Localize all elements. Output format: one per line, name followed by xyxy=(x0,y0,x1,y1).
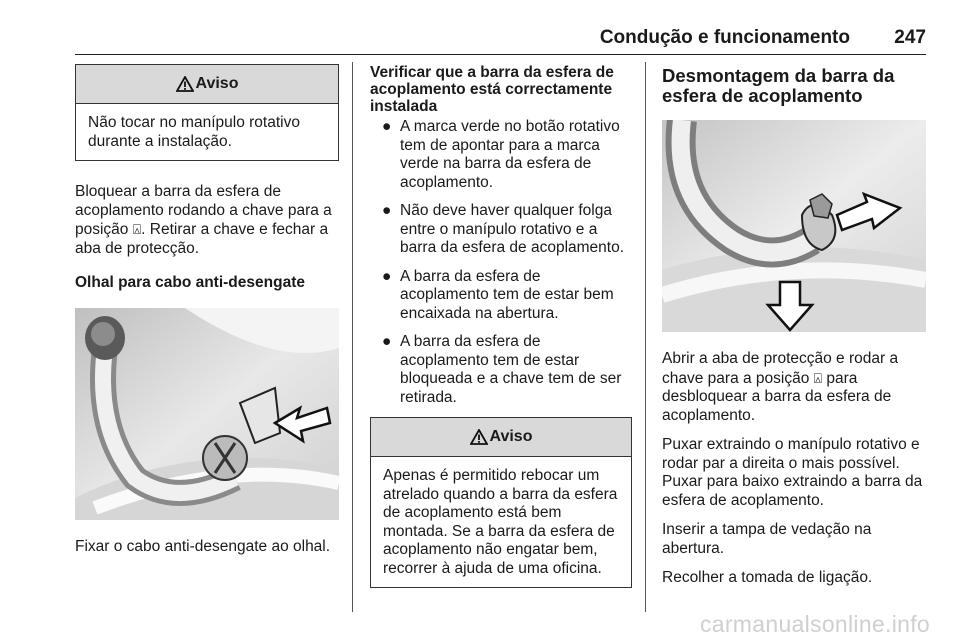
text: Abrir a aba de protecção e rodar a chave para a posição xyxy=(662,350,899,387)
text: . Retirar a chave e fechar a aba de protecção. xyxy=(75,221,329,257)
column-3 xyxy=(662,64,926,599)
section-title: Condução e funcionamento xyxy=(599,27,850,48)
list-item xyxy=(370,118,632,192)
header-rule xyxy=(75,54,926,55)
warning-icon xyxy=(470,429,488,445)
page-number: 247 xyxy=(894,27,926,48)
paragraph: Recolher a tomada de ligação. xyxy=(662,569,873,586)
warning-box xyxy=(370,417,632,588)
column-1 xyxy=(75,64,339,568)
list-item xyxy=(370,268,632,324)
watermark: carmanualsonline.info xyxy=(699,611,930,637)
key-position-icon: ⍓ xyxy=(132,221,142,237)
paragraph: Puxar extraindo o manípulo rotativo e rodar par a direita o mais possível. Puxar para baixo extraindo a barra da esfera de acoplamento. xyxy=(662,436,923,509)
text: Bloquear a barra da esfera de acoplamento rodando a chave para a posição xyxy=(75,183,332,238)
warning-box xyxy=(75,64,339,161)
warning-header xyxy=(371,418,631,457)
checklist xyxy=(370,118,632,407)
text: para desbloquear a barra da esfera de acoplamento. xyxy=(662,369,892,424)
column-2 xyxy=(370,64,632,602)
section-heading: Desmontagem da barra da esfera de acoplamento xyxy=(662,65,895,106)
list-item-text: Não deve haver qualquer folga entre o manípulo rotativo e a barra da esfera de acoplamento. xyxy=(400,202,625,256)
paragraph: Fixar o cabo anti-desengate ao olhal. xyxy=(75,538,331,555)
warning-icon xyxy=(176,76,194,92)
subheading: Verificar que a barra da esfera de acoplamento está correctamente instalada xyxy=(370,64,614,115)
paragraph: Inserir a tampa de vedação na abertura. xyxy=(662,521,872,557)
coupling-removal-photo xyxy=(662,120,926,332)
warning-text: Apenas é permitido rebocar um atrelado quando a barra da esfera de acoplamento está bem montada. Se a barra da esfera de acoplamento não engatar bem, recorrer à ajuda de uma oficina. xyxy=(383,467,618,577)
list-item-text: A barra da esfera de acoplamento tem de estar bem encaixada na abertura. xyxy=(400,267,614,322)
list-item-text: A marca verde no botão rotativo tem de apontar para a marca verde na barra da esfera de acoplamento. xyxy=(400,118,620,191)
bullet-icon: ● xyxy=(382,333,392,350)
column-divider xyxy=(645,62,646,612)
list-item xyxy=(370,333,632,407)
paragraph xyxy=(75,183,339,258)
bullet-icon: ● xyxy=(382,118,392,135)
column-divider xyxy=(352,62,353,612)
warning-label: Aviso xyxy=(195,74,239,92)
list-item-text: A barra da esfera de acoplamento tem de estar bloqueada e a chave tem de ser retirada. xyxy=(400,333,622,406)
warning-text: Não tocar no manípulo rotativo durante a instalação. xyxy=(88,114,300,150)
tow-hook-eyelet-photo xyxy=(75,308,339,520)
paragraph xyxy=(662,350,926,425)
list-item xyxy=(370,202,632,258)
subheading: Olhal para cabo anti-desengate xyxy=(75,274,305,291)
bullet-icon: ● xyxy=(382,267,392,285)
warning-label: Aviso xyxy=(489,427,533,445)
bullet-icon: ● xyxy=(382,202,392,219)
key-position-icon: ⍓ xyxy=(813,369,823,386)
warning-header xyxy=(76,65,338,104)
page-header xyxy=(75,0,926,54)
